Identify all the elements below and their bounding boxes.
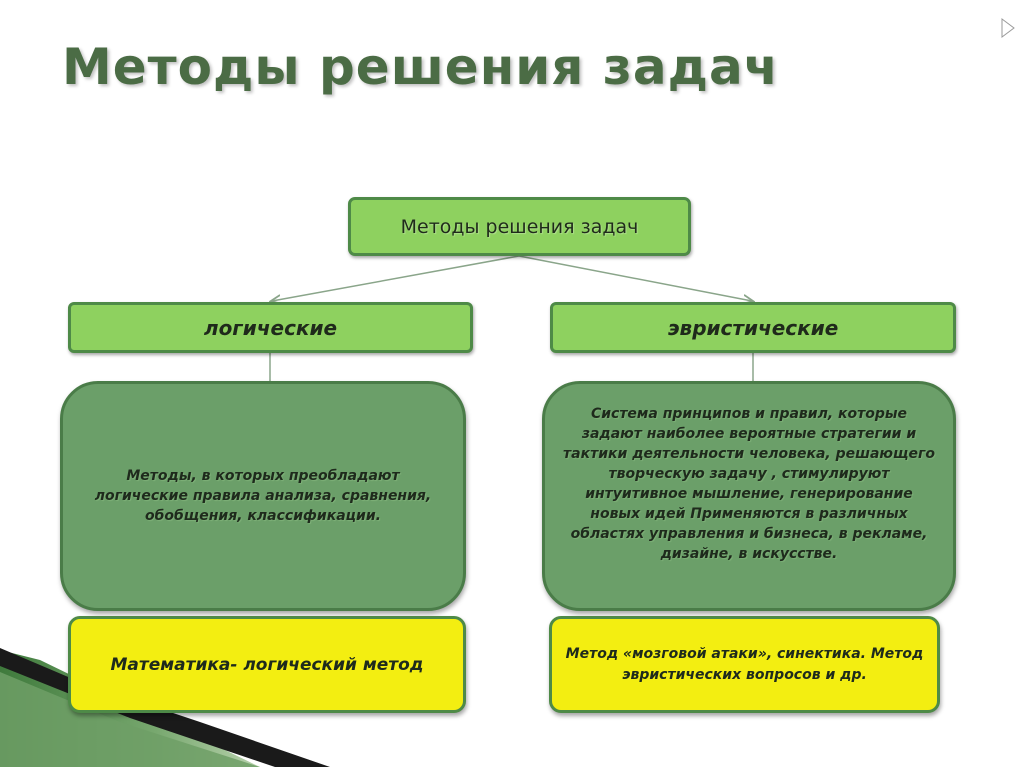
description-heuristic: Система принципов и правил, которые задают наиболее вероятные стратегии и тактики деятельности человека, решающего творческую задачу , стимулируют интуитивное мышление, генерирование новых идей Применяются в различных областях управления и бизнеса, в рекламе, дизайне, в искусстве. xyxy=(542,381,956,611)
connector-root-to-logical xyxy=(272,256,519,301)
example-logical: Математика- логический метод xyxy=(68,616,466,713)
slide-title: Методы решения задач xyxy=(62,38,780,96)
example-heuristic: Метод «мозговой атаки», синектика. Метод эвристических вопросов и др. xyxy=(549,616,940,713)
description-logical: Методы, в которых преобладают логические правила анализа, сравнения, обобщения, классификации. xyxy=(60,381,466,611)
category-heuristic: эвристические xyxy=(550,302,956,353)
category-logical: логические xyxy=(68,302,473,353)
connector-root-to-heuristic xyxy=(519,256,752,301)
diagram-root-node: Методы решения задач xyxy=(348,197,691,256)
